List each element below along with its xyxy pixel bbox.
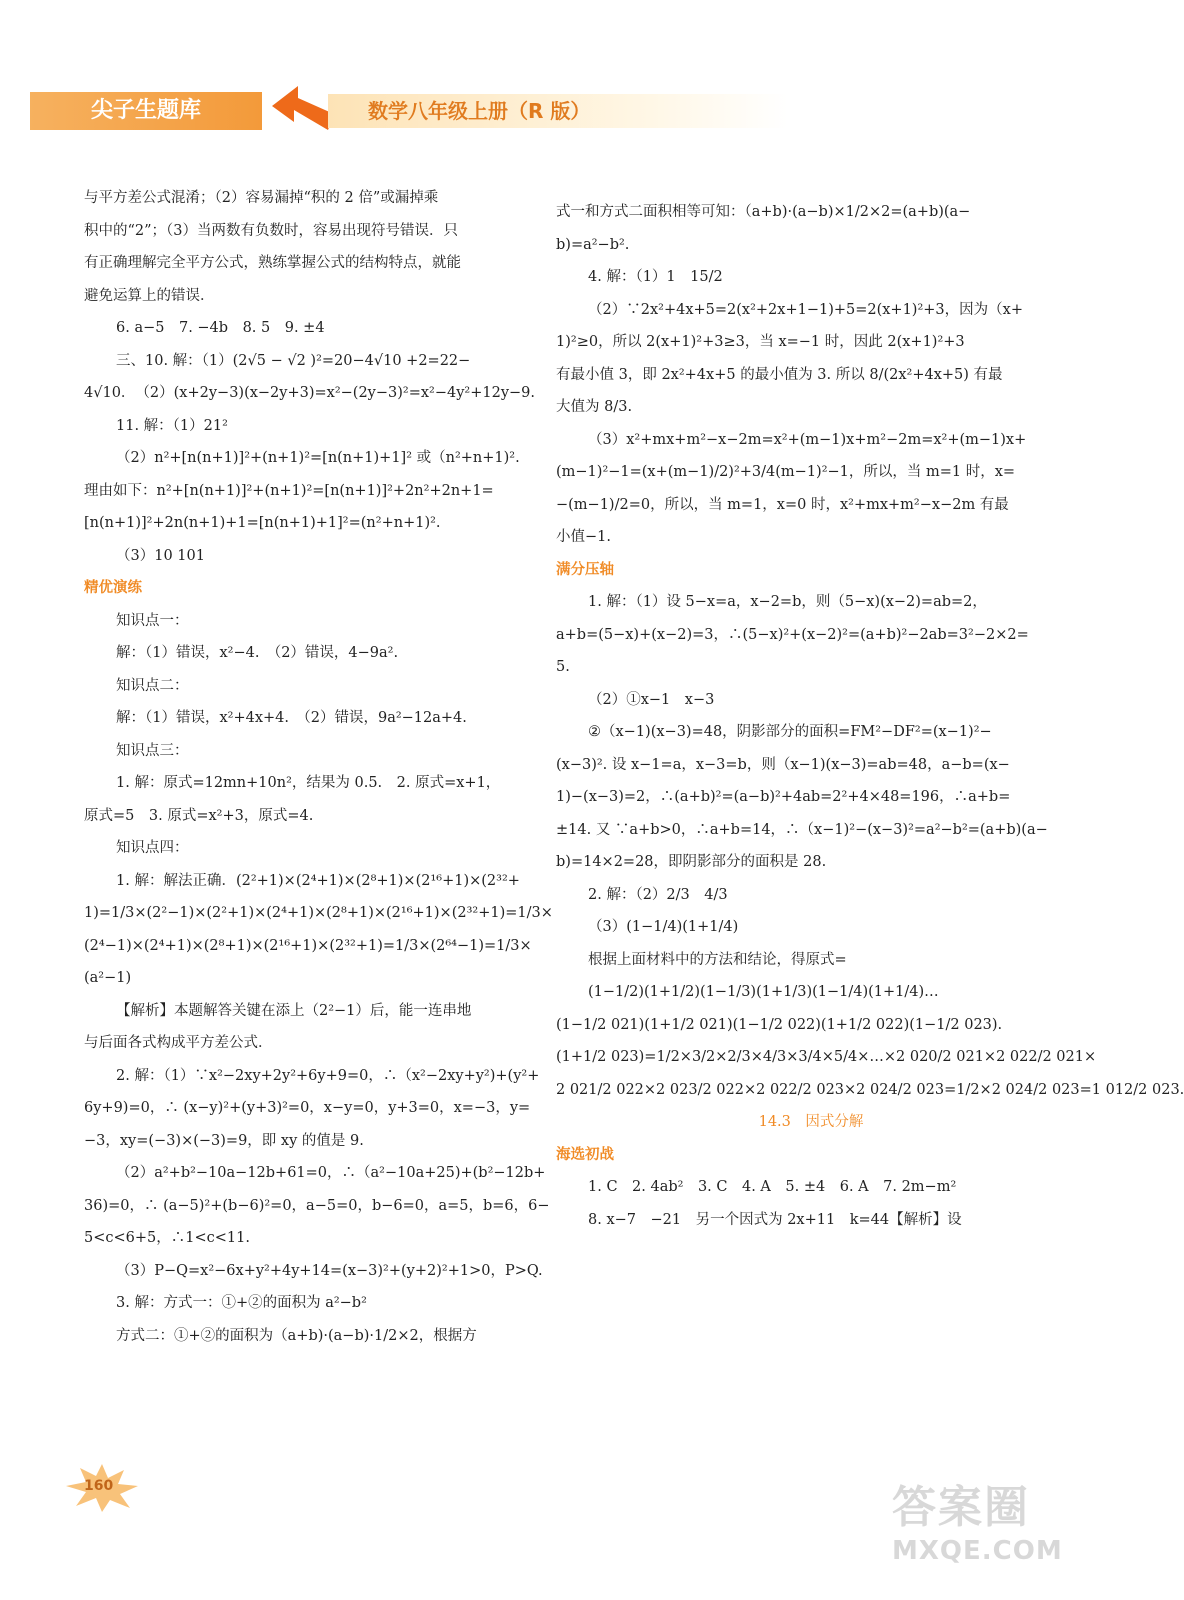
text-line: −3，xy=(−3)×(−3)=9，即 xy 的值是 9. [84, 1132, 364, 1149]
text-line: 36)=0，∴ (a−5)²+(b−6)²=0，a−5=0，b−6=0，a=5，b=6，6− [84, 1197, 550, 1214]
page-number: 160 [84, 1478, 114, 1494]
text-line: 知识点一： [116, 612, 189, 629]
watermark-top: 答案圈 [892, 1482, 1030, 1533]
text-line: (a²−1) [84, 970, 132, 986]
text-line: 1. 解：原式=12mn+10n²，结果为 0.5. 2. 原式=x+1， [116, 775, 501, 791]
text-line: ±14. 又 ∵a+b>0，∴a+b=14，∴（x−1)²−(x−3)²=a²−b²=(a+b)(a− [556, 821, 1048, 838]
text-line: 【解析】本题解答关键在添上（2²−1）后，能一连串地 [116, 1002, 472, 1019]
text-line: 1)=1/3×(2²−1)×(2²+1)×(2⁴+1)×(2⁸+1)×(2¹⁶+1)×(2³²+1)=1/3× [84, 905, 553, 921]
text-line: 理由如下：n²+[n(n+1)]²+(n+1)²=[n(n+1)]²+2n²+2n+1= [84, 482, 494, 499]
page-number-badge [62, 1462, 142, 1512]
text-line: 知识点二： [116, 677, 189, 694]
text-line: 1. C 2. 4ab² 3. C 4. A 5. ±4 6. A 7. 2m−m² [588, 1179, 957, 1195]
left-column [84, 182, 553, 1352]
text-line: 2 021/2 022×2 023/2 022×2 022/2 023×2 024/2 023=1/2×2 024/2 023=1 012/2 023. [556, 1081, 1184, 1098]
text-line: （3）x²+mx+m²−x−2m=x²+(m−1)x+m²−2m=x²+(m−1)x+ [588, 431, 1027, 448]
text-line: b)=14×2=28，即阴影部分的面积是 28. [556, 854, 827, 870]
text-line: −(m−1)/2=0，所以，当 m=1，x=0 时，x²+mx+m²−x−2m 有最 [556, 496, 1009, 513]
watermark [892, 1480, 1072, 1590]
text-line: 3. 解：方式一：①+②的面积为 a²−b² [116, 1295, 367, 1311]
text-line: 与平方差公式混淆；（2）容易漏掉“积的 2 倍”或漏掉乘 [84, 190, 439, 206]
brand-label: 尖子生题库 [30, 92, 262, 130]
text-line: （2）①x−1 x−3 [588, 691, 715, 708]
text-line: (2⁴−1)×(2⁴+1)×(2⁸+1)×(2¹⁶+1)×(2³²+1)=1/3×(2⁶⁴−1)=1/3× [84, 937, 532, 954]
text-line: 三、10. 解：（1）(2√5 − √2 )²=20−4√10 +2=22− [116, 352, 471, 369]
text-line: 1. 解：（1）设 5−x=a，x−2=b，则（5−x)(x−2)=ab=2， [588, 594, 987, 610]
text-line: (m−1)²−1=(x+(m−1)/2)²+3/4(m−1)²−1，所以，当 m=1 时，x= [556, 464, 1016, 480]
text-line: 2. 解：（2）2/3 4/3 [588, 886, 728, 903]
text-line: 5. [556, 659, 570, 675]
text-line: (1+1/2 023)=1/2×3/2×2/3×4/3×3/4×5/4×…×2 020/2 021×2 022/2 021× [556, 1049, 1097, 1065]
page-header-banner [30, 92, 790, 130]
text-line: 6. a−5 7. −4b 8. 5 9. ±4 [116, 320, 325, 336]
text-line: 1)²≥0，所以 2(x+1)²+3≥3，当 x=−1 时，因此 2(x+1)²+3 [556, 334, 965, 350]
text-line: 避免运算上的错误． [84, 287, 215, 304]
text-line: 解：（1）错误，x²+4x+4. （2）错误，9a²−12a+4. [116, 710, 467, 726]
text-line: 方式二：①+②的面积为（a+b)·(a−b)·1/2×2，根据方 [116, 1327, 477, 1344]
text-line: 有最小值 3，即 2x²+4x+5 的最小值为 3. 所以 8/(2x²+4x+5) 有最 [556, 366, 1003, 383]
text-line: 4√10． （2）(x+2y−3)(x−2y+3)=x²−(2y−3)²=x²−4y²+12y−9. [84, 385, 536, 401]
text-line: 1. 解：解法正确．(2²+1)×(2⁴+1)×(2⁸+1)×(2¹⁶+1)×(2³²+ [116, 872, 520, 889]
text-line: (x−3)². 设 x−1=a，x−3=b，则（x−1)(x−3)=ab=48，a−b=(x− [556, 756, 1010, 773]
text-line: （2）n²+[n(n+1)]²+(n+1)²=[n(n+1)+1]² 或（n²+n+1)². [116, 450, 520, 466]
text-line: 式一和方式二面积相等可知：（a+b)·(a−b)×1/2×2=(a+b)(a− [556, 204, 971, 220]
text-line: 11. 解：（1）21² [116, 417, 228, 434]
text-line: 8. x−7 −21 另一个因式为 2x+11 k=44【解析】设 [588, 1211, 962, 1228]
text-line: 5<c<6+5，∴1<c<11. [84, 1230, 250, 1246]
text-line: 4. 解：（1）1 15/2 [588, 269, 723, 285]
text-line: 解：（1）错误，x²−4. （2）错误，4−9a². [116, 645, 399, 661]
text-line: 有正确理解完全平方公式，熟练掌握公式的结构特点，就能 [84, 255, 461, 271]
text-line: 积中的“2”；（3）当两数有负数时，容易出现符号错误．只 [84, 222, 459, 239]
text-line: 2. 解：（1）∵x²−2xy+2y²+6y+9=0，∴（x²−2xy+y²)+(y²+ [116, 1067, 540, 1084]
text-line: 与后面各式构成平方差公式． [84, 1035, 273, 1051]
section-heading: 满分压轴 [556, 561, 614, 578]
text-line: 小值−1. [556, 529, 611, 545]
text-line: （3）P−Q=x²−6x+y²+4y+14=(x−3)²+(y+2)²+1>0，P>Q. [116, 1262, 543, 1279]
text-line: b)=a²−b². [556, 236, 630, 253]
section-heading: 精优演练 [84, 580, 142, 596]
text-line: 根据上面材料中的方法和结论，得原式= [588, 951, 847, 968]
book-title: 数学八年级上册（R 版） [328, 94, 788, 128]
text-line: [n(n+1)]²+2n(n+1)+1=[n(n+1)+1]²=(n²+n+1)². [84, 515, 441, 531]
watermark-bottom: MXQE.COM [892, 1536, 1063, 1566]
text-line: a+b=(5−x)+(x−2)=3，∴(5−x)²+(x−2)²=(a+b)²−2ab=3²−2×2= [556, 626, 1029, 643]
text-line: (1−1/2 021)(1+1/2 021)(1−1/2 022)(1+1/2 022)(1−1/2 023). [556, 1016, 1003, 1033]
text-line: 原式=5 3. 原式=x²+3，原式=4. [84, 807, 314, 824]
text-line: 1)−(x−3)=2，∴(a+b)²=(a−b)²+4ab=2²+4×48=196，∴a+b= [556, 789, 1011, 805]
text-line: ②（x−1)(x−3)=48，阴影部分的面积=FM²−DF²=(x−1)²− [588, 724, 992, 740]
text-line: （3）10 101 [116, 547, 205, 564]
right-column [556, 196, 1184, 1236]
section-title: 14.3 因式分解 [758, 1114, 864, 1130]
text-line: 知识点三： [116, 742, 189, 759]
text-line: （3）(1−1/4)(1+1/4) [588, 919, 739, 935]
text-line: （2）a²+b²−10a−12b+61=0，∴（a²−10a+25)+(b²−12b+ [116, 1165, 546, 1181]
text-line: 6y+9)=0，∴ (x−y)²+(y+3)²=0，x−y=0，y+3=0，x=−3，y= [84, 1100, 531, 1116]
section-heading: 海选初战 [556, 1146, 614, 1163]
text-line: 知识点四： [116, 840, 189, 856]
text-line: （2）∵2x²+4x+5=2(x²+2x+1−1)+5=2(x+1)²+3，因为（x+ [588, 301, 1023, 318]
text-line: 大值为 8/3. [556, 399, 633, 415]
text-line: (1−1/2)(1+1/2)(1−1/3)(1+1/3)(1−1/4)(1+1/4)… [588, 984, 939, 1000]
